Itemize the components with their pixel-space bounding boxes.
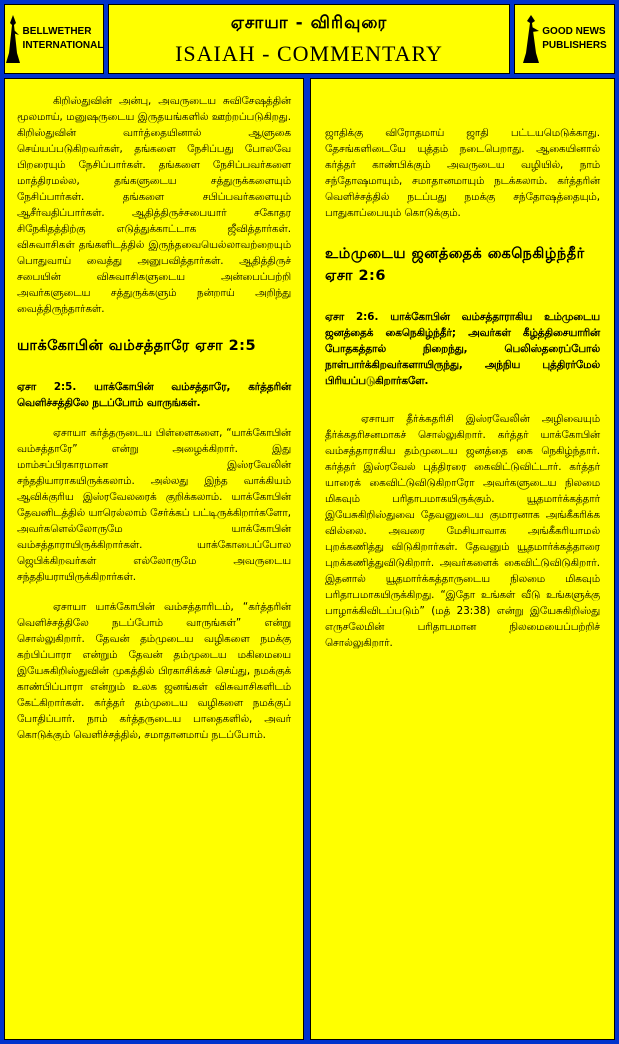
verse-2-5: ஏசா 2:5. யாக்கோபின் வம்சத்தாரே, கர்த்தரின் வெளிச்சத்திலே நடப்போம் வாருங்கள். [17, 381, 291, 409]
page-header [108, 4, 510, 74]
paragraph-love: கிறிஸ்துவின் அன்பு, அவருடைய சுவிசேஷத்தின் மூலமாய், மனுஷருடைய இருதயங்களில் ஊற்றப்படுகிறது. கிறிஸ்துவின் வார்த்தையினால் ஆளுகை செய்யப்படுகிறவர்கள், தங்களை நேசிப்பது போலவே பிறரையும் நேசிப்பார்கள். தங்களை நேசிப்பவர்களை மாத்திரமல்ல, தங்களுடைய சத்துருக்களையும் நேசிப்பார்கள். தங்களை சபிப்பவர்களையும் ஆசீர்வதிப்பார்கள். ஆதித்திருச்சபையார் சகோதர சிநேகிதத்திற்கு எடுத்துக்காட்டாக ஜீவித்தார்கள். விசுவாசிகள் தங்களிடத்தில் இருந்தவையெல்லாவற்றையும் பொதுவாய் வைத்து அனுபவித்தார்கள். ஆதித்திருச் சபையின் விசுவாசிகளுடைய அன்பைப்பற்றி அவர்களுடைய சத்துருக்களும் நன்றாய் அறிந்து வைத்திருந்தார்கள். [17, 95, 291, 315]
logo-good-news [514, 4, 615, 74]
page-title-tamil: ஏசாயா - விரிவுரை [230, 13, 388, 33]
left-column [4, 78, 304, 1040]
logo-left-line2: INTERNATIONAL [22, 40, 104, 51]
paragraph-walk-in-light: ஏசாயா யாக்கோபின் வம்சத்தாரிடம், “கர்த்தரின் வெளிச்சத்திலே நடப்போம் வாருங்கள்” என்று சொல்லுகிறார். தேவன் தம்முடைய வழிகளை நமக்கு கற்பிப்பாரா என்றும் தேவன் தம்முடைய மகிமையை இயேசுகிறிஸ்துவின் முகத்தில் பிரகாசிக்கச் செய்து, நமக்குக் காண்பிப்பாரா என்றும் உலக ஜனங்கள் விசுவாசிகளிடம் கேட்கிறார்கள். கர்த்தர் தம்முடைய வழிகளை நமக்குப் போதிப்பார். நாம் கர்த்தருடைய பாதைகளில், அவர் கொடுக்கும் வெளிச்சத்தில், சமாதானமாய் நடப்போம். [17, 601, 291, 741]
logo-bellwether [4, 4, 104, 74]
logo-right-line2: PUBLISHERS [542, 40, 607, 51]
verse-2-6: ஏசா 2:6. யாக்கோபின் வம்சத்தாராகிய உம்முடைய ஜனத்தைக் கைநெகிழ்ந்தீர்; அவர்கள் கீழ்த்திசையாரின் போதகத்தால் நிறைந்து, பெலிஸ்தரைப்போல் நாள்பார்க்கிறவர்களாயிருந்து, அந்நிய புத்திரர்மேல் பிரியப்படுகிறார்களே. [325, 311, 600, 387]
bellwether-bird-icon [5, 13, 21, 65]
section-heading-2-6: உம்முடைய ஜனத்தைக் கைநெகிழ்ந்தீர் ஏசா 2:6 [325, 246, 585, 284]
paragraph-peace: ஜாதிக்கு விரோதமாய் ஜாதி பட்டயமெடுக்காது. தேசங்களிடையே யுத்தம் நடைபெறாது. ஆகையினால் கர்த்தர் காண்பிக்கும் அவருடைய வழியில், நாம் சந்தோஷமாயும், சமாதானமாயும் நடக்கலாம். கர்த்தரின் வெளிச்சத்தில் நடப்பது நமக்கு சந்தோஷத்தையும், பாதுகாப்பையும் கொடுக்கும். [325, 127, 600, 219]
good-news-bird-icon [522, 13, 540, 65]
paragraph-forsaken: ஏசாயா தீர்க்கதரிசி இஸ்ரவேலின் அழிவையும் தீர்க்கதரிசனமாகச் சொல்லுகிறார். கர்த்தர் யாக்கோபின் வம்சத்தாராகிய தம்முடைய ஜனத்தை கை நெகிழ்ந்தார். கர்த்தர் இஸ்ரவேல் புத்திரரை கைவிட்டுவிட்டார். கர்த்தர் யாரைக் கைவிட்டுவிடுகிறாரோ அவர்களுடைய நிலமை மிகவும் பரிதாபமாகயிருக்கும். யூதமார்க்கத்தார் இயேசுகிறிஸ்துவை தேவனுடைய குமாரனாக அங்கீகரிக்க வில்லை. அவரை மேசியாவாக அங்கீகரியாமல் புறக்கணித்து விடுகிறார்கள். தேவனும் யூதமார்க்கத்தாரை புறக்கணித்துவிடுகிறார். அவர்களைக் கைவிட்டுவிடுகிறார். இதனால் யூதமார்க்கத்தாருடைய நிலமை மிகவும் பரிதாபமாகயிருக்கிறது. “இதோ உங்கள் வீடு உங்களுக்கு பாழாக்கிவிடப்படும்” (மத் 23:38) என்று இயேசுகிறிஸ்து எருசலேமின் பரிதாபமான நிலமையைப்பற்றிச் சொல்லுகிறார். [325, 413, 600, 649]
paragraph-house-of-jacob: ஏசாயா கர்த்தருடைய பிள்ளைகளை, “யாக்கோபின் வம்சத்தாரே” என்று அழைக்கிறார். இது மாம்சப்பிரகாரமான இஸ்ரவேலின் சந்ததியாராகயிருக்கலாம். அல்லது இந்த வாக்கியம் ஆவிக்குரிய இஸ்ரவேலரைக் குறிக்கலாம். யாக்கோபின் தேவனிடத்தில் யாரெல்லாம் சேர்க்கப் பட்டிருக்கிறார்களோ, அவர்களெல்லோருமே யாக்கோபின் வம்சத்தாராயிருக்கிறார்கள். யாக்கோபைப்போல ஜெபிக்கிறவர்கள் எல்லோருமே அவருடைய சந்ததியராயிருக்கிறார்கள். [17, 427, 291, 583]
logo-right-line1: GOOD NEWS [542, 26, 606, 37]
page-title-english: ISAIAH - COMMENTARY [175, 41, 443, 66]
logo-left-line1: BELLWETHER [22, 26, 92, 37]
section-heading-2-5: யாக்கோபின் வம்சத்தாரே ஏசா 2:5 [17, 338, 257, 354]
right-column [310, 78, 615, 1040]
